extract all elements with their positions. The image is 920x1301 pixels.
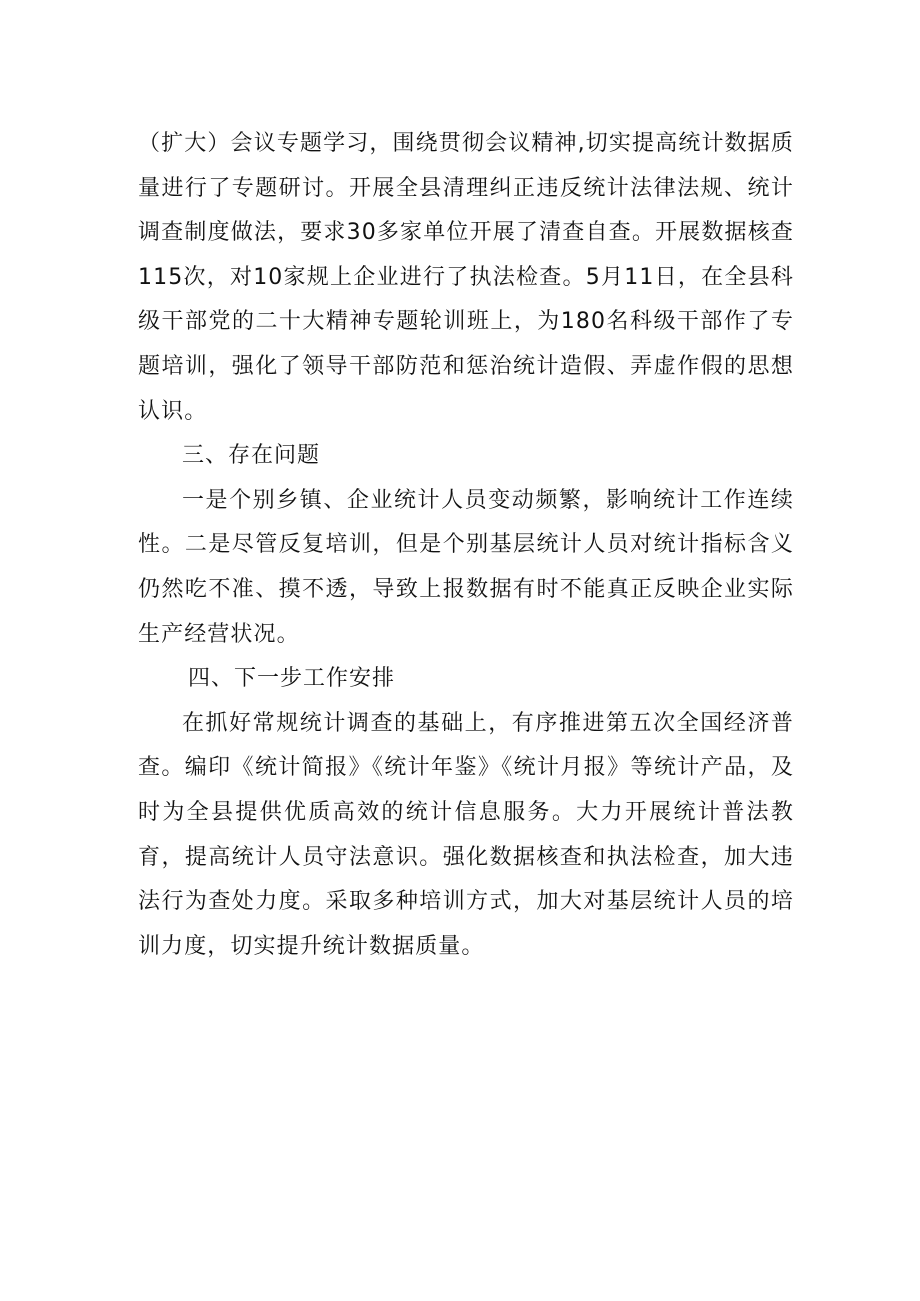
- paragraph-statistics-work: （扩大）会议专题学习，围绕贯彻会议精神,切实提高统计数据质量进行了专题研讨。开展全县清理纠正违反统计法律法规、统计调查制度做法，要求30多家单位开展了清查自查。开展数据核查115次，对10家规上企业进行了执法检查。5月11日，在全县科级干部党的二十大精神专题轮训班上，为180名科级干部作了专题培训，强化了领导干部防范和惩治统计造假、弄虚作假的思想认识。: [138, 131, 794, 424]
- paragraph-existing-problems: 一是个别乡镇、企业统计人员变动频繁，影响统计工作连续性。二是尽管反复培训，但是个别基层统计人员对统计指标含义仍然吃不准、摸不透，导致上报数据有时不能真正反映企业实际生产经营状况。: [138, 487, 794, 647]
- paragraph-next-steps: 在抓好常规统计调查的基础上，有序推进第五次全国经济普查。编印《统计简报》《统计年鉴》《统计月报》等统计产品，及时为全县提供优质高效的统计信息服务。大力开展统计普法教育，提高统计人员守法意识。强化数据核查和执法检查，加大违法行为查处力度。采取多种培训方式，加大对基层统计人员的培训力度，切实提升统计数据质量。: [138, 710, 794, 959]
- section-heading-existing-problems: 三、存在问题: [182, 443, 321, 469]
- document-body: [138, 122, 794, 969]
- section-heading-next-steps: 四、下一步工作安排: [188, 666, 396, 692]
